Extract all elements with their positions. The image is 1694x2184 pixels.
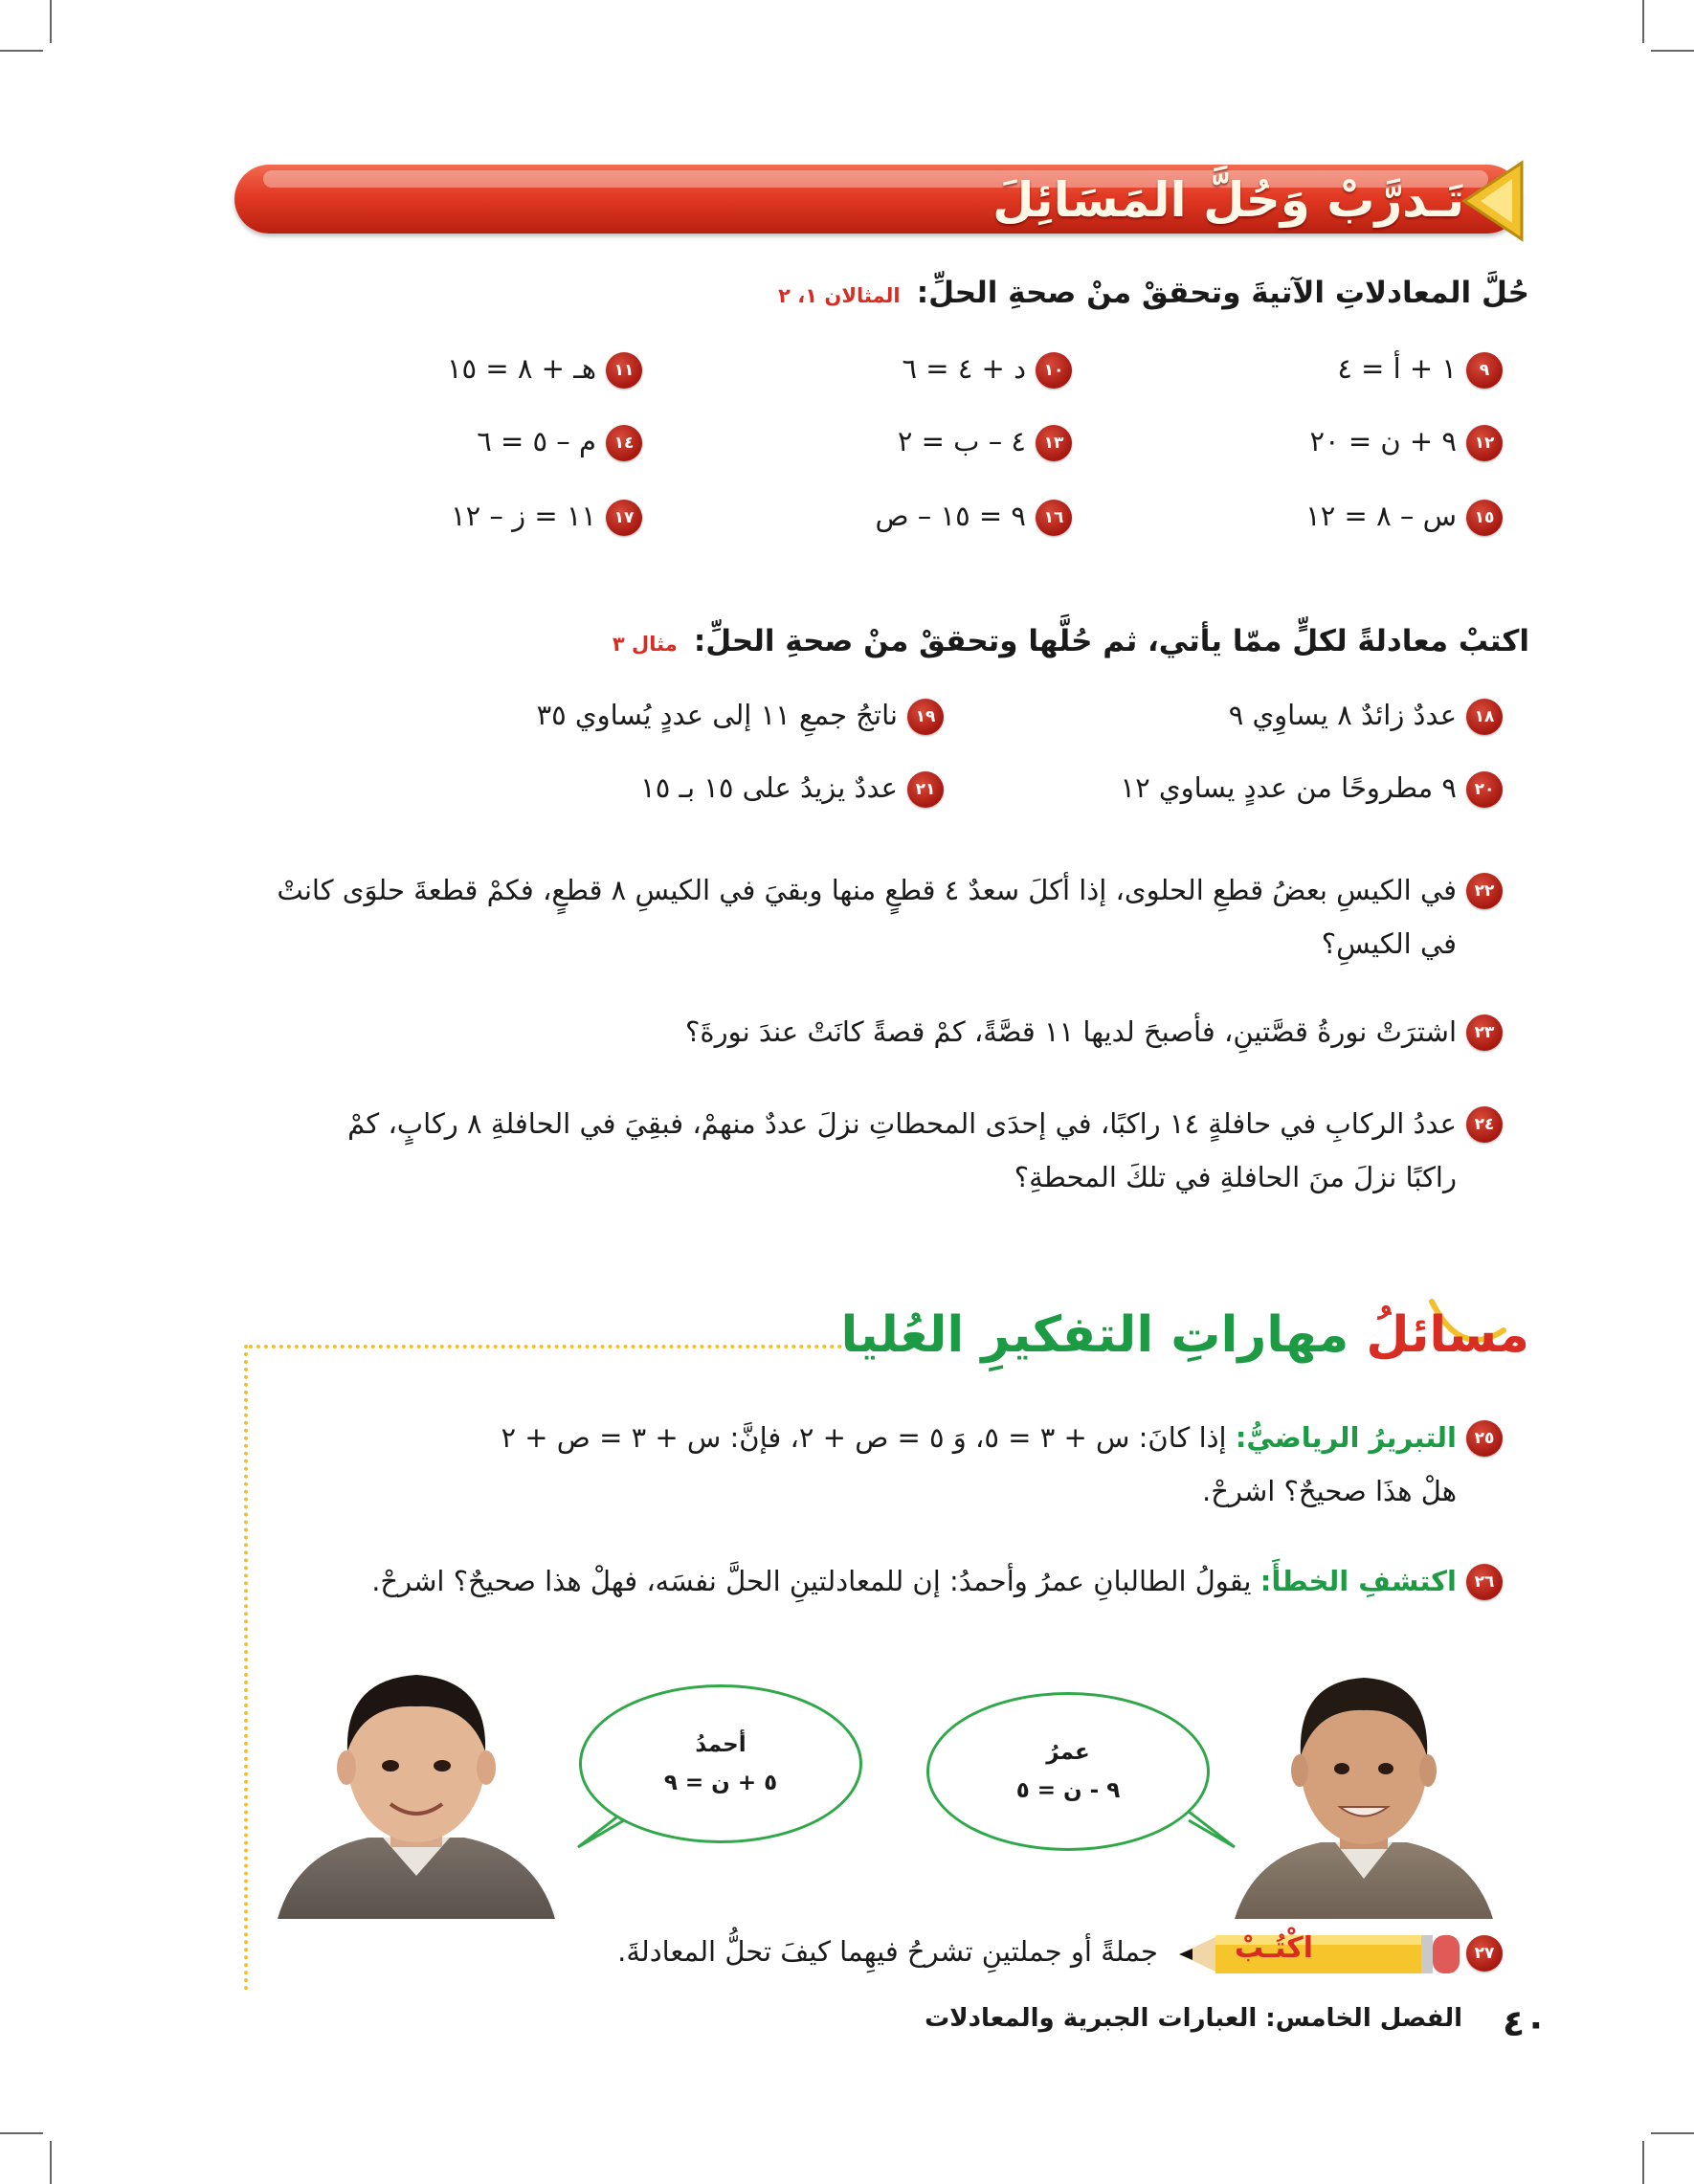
word-equation-prompt: عددٌ يزيدُ على ١٥ بـ ١٥ bbox=[640, 771, 898, 804]
equation: هـ + ٨ = ١٥ bbox=[446, 352, 596, 385]
section2-instruction: اكتبْ معادلةً لكلٍّ ممّا يأتي، ثم حُلَّها وتحققْ منْ صحةِ الحلِّ: bbox=[693, 624, 1529, 658]
section1-example-ref: المثالان ١، ٢ bbox=[778, 284, 901, 307]
problem-number-badge: ٩ bbox=[1466, 352, 1503, 389]
problem-number-badge: ٢٣ bbox=[1466, 1014, 1503, 1051]
problem-number-badge: ٢١ bbox=[907, 771, 944, 808]
bubble-equation: ٩ - ن = ٥ bbox=[1015, 1778, 1121, 1803]
problem-number-badge: ٢٧ bbox=[1466, 1935, 1503, 1972]
crop-mark bbox=[1651, 2132, 1694, 2134]
crop-mark bbox=[1651, 50, 1694, 52]
section2-instruction-line bbox=[613, 624, 1529, 658]
problem-number-badge: ٢٤ bbox=[1466, 1106, 1503, 1143]
problem-number-badge: ١٥ bbox=[1466, 500, 1503, 536]
crop-mark bbox=[0, 50, 43, 52]
pencil-icon bbox=[1177, 1926, 1464, 1983]
reasoning-label: التبريرُ الرياضيُّ: bbox=[1235, 1421, 1457, 1454]
reasoning-text: إذا كانَ: س + ٣ = ٥، وَ ٥ = ص + ٢، فإنَّ: س + ٣ = ص + ٢ هلْ هذَا صحيحٌ؟ اشرحْ. bbox=[501, 1421, 1457, 1507]
word-equation-prompt: ٩ مطروحًا من عددٍ يساوي ١٢ bbox=[1120, 771, 1457, 804]
problem-number-badge: ٢٦ bbox=[1466, 1564, 1503, 1600]
equation: ٩ = ١٥ – ص bbox=[875, 500, 1026, 532]
equation: د + ٤ = ٦ bbox=[902, 352, 1026, 385]
dotted-border-top bbox=[249, 1345, 880, 1348]
hots-title-rest: مهاراتِ التفكيرِ العُليا bbox=[840, 1306, 1349, 1364]
crop-mark bbox=[1642, 2141, 1644, 2184]
problem-number-badge: ١٧ bbox=[606, 500, 642, 536]
equation: س – ٨ = ١٢ bbox=[1305, 500, 1457, 532]
problem-number-badge: ٢٠ bbox=[1466, 771, 1503, 808]
speech-bubble-omar bbox=[926, 1692, 1210, 1851]
section1-instruction-line bbox=[778, 276, 1529, 310]
crop-mark bbox=[1642, 0, 1644, 43]
boy-photo-omar bbox=[1235, 1660, 1493, 1919]
write-problem-text: جملةً أو جملتينِ تشرحُ فيهِما كيفَ تحلُّ المعادلةَ. bbox=[617, 1935, 1158, 1968]
reasoning-problem bbox=[490, 1411, 1457, 1518]
problem-number-badge: ١٠ bbox=[1036, 352, 1072, 389]
word-problem: في الكيسِ بعضُ قطعِ الحلوى، إذا أكلَ سعدٌ ٤ قطعٍ منها وبقيَ في الكيسِ ٨ قطعٍ، فكمْ قطعةَ حلوَى كانتْ في الكيسِ؟ bbox=[277, 874, 1457, 960]
problem-number-badge: ١٤ bbox=[606, 425, 642, 461]
crop-mark bbox=[50, 2141, 52, 2184]
word-equation-prompt: عددٌ زائدٌ ٨ يساوِي ٩ bbox=[1228, 699, 1457, 731]
crop-mark bbox=[0, 2132, 43, 2134]
speech-bubble-ahmad bbox=[579, 1684, 862, 1843]
hots-title-accent: مسائلُ bbox=[1366, 1306, 1529, 1364]
find-error-label: اكتشفِ الخطأَ: bbox=[1259, 1565, 1457, 1597]
problem-number-badge: ٢٥ bbox=[1466, 1420, 1503, 1457]
chapter-title: الفصل الخامس: العبارات الجبرية والمعادلات bbox=[925, 2004, 1462, 2033]
word-problem: اشترَتْ نورةُ قصَّتينِ، فأصبحَ لديها ١١ قصَّةً، كمْ قصةً كانَتْ عندَ نورةَ؟ bbox=[685, 1015, 1457, 1048]
section1-instruction: حُلَّ المعادلاتِ الآتيةَ وتحققْ منْ صحةِ الحلِّ: bbox=[916, 276, 1529, 310]
find-error-problem bbox=[241, 1554, 1457, 1608]
hots-section-title bbox=[841, 1306, 1529, 1364]
bubble-name: أحمدُ bbox=[695, 1732, 747, 1757]
problem-number-badge: ١٢ bbox=[1466, 425, 1503, 461]
problem-number-badge: ١٣ bbox=[1036, 425, 1072, 461]
dotted-border-left bbox=[244, 1345, 248, 1991]
word-problem: عددُ الركابِ في حافلةٍ ١٤ راكبًا، في إحدَى المحطاتِ نزلَ عددٌ منهمْ، فبقِيَ في الحافلةِ ٨ ركابٍ، كمْ راكبًا نزلَ منَ الحافلةِ في تلكَ المحطةِ؟ bbox=[347, 1107, 1457, 1193]
section2-example-ref: مثال ٣ bbox=[612, 633, 678, 656]
write-label: اكْتُـبْ bbox=[1235, 1931, 1313, 1965]
page-number: ٤٠ bbox=[1503, 2002, 1548, 2044]
boy-photo-ahmad bbox=[278, 1660, 555, 1919]
equation: ١١ = ز – ١٢ bbox=[451, 500, 596, 532]
banner-title: تَـدرَّبْ وَحُلَّ المَسَائِلَ bbox=[992, 172, 1464, 228]
problem-number-badge: ١٩ bbox=[907, 699, 944, 735]
problem-number-badge: ١١ bbox=[606, 352, 642, 389]
equation: ١ + أ = ٤ bbox=[1337, 352, 1457, 385]
equation: ٤ – ب = ٢ bbox=[897, 425, 1026, 457]
crop-mark bbox=[50, 0, 52, 43]
problem-number-badge: ١٦ bbox=[1036, 500, 1072, 536]
banner-arrow-icon bbox=[1460, 158, 1527, 244]
equation: م – ٥ = ٦ bbox=[477, 425, 596, 457]
bubble-name: عمرُ bbox=[1046, 1740, 1090, 1765]
problem-number-badge: ٢٢ bbox=[1466, 873, 1503, 909]
find-error-text: يقولُ الطالبانِ عمرُ وأحمدُ: إن للمعادلتينِ الحلَّ نفسَه، فهلْ هذا صحيحٌ؟ اشرحْ. bbox=[371, 1565, 1252, 1597]
bubble-equation: ٥ + ن = ٩ bbox=[663, 1771, 778, 1795]
equation: ٩ + ن = ٢٠ bbox=[1309, 425, 1457, 457]
problem-number-badge: ١٨ bbox=[1466, 699, 1503, 735]
word-equation-prompt: ناتجُ جمعِ ١١ إلى عددٍ يُساوي ٣٥ bbox=[536, 699, 898, 731]
